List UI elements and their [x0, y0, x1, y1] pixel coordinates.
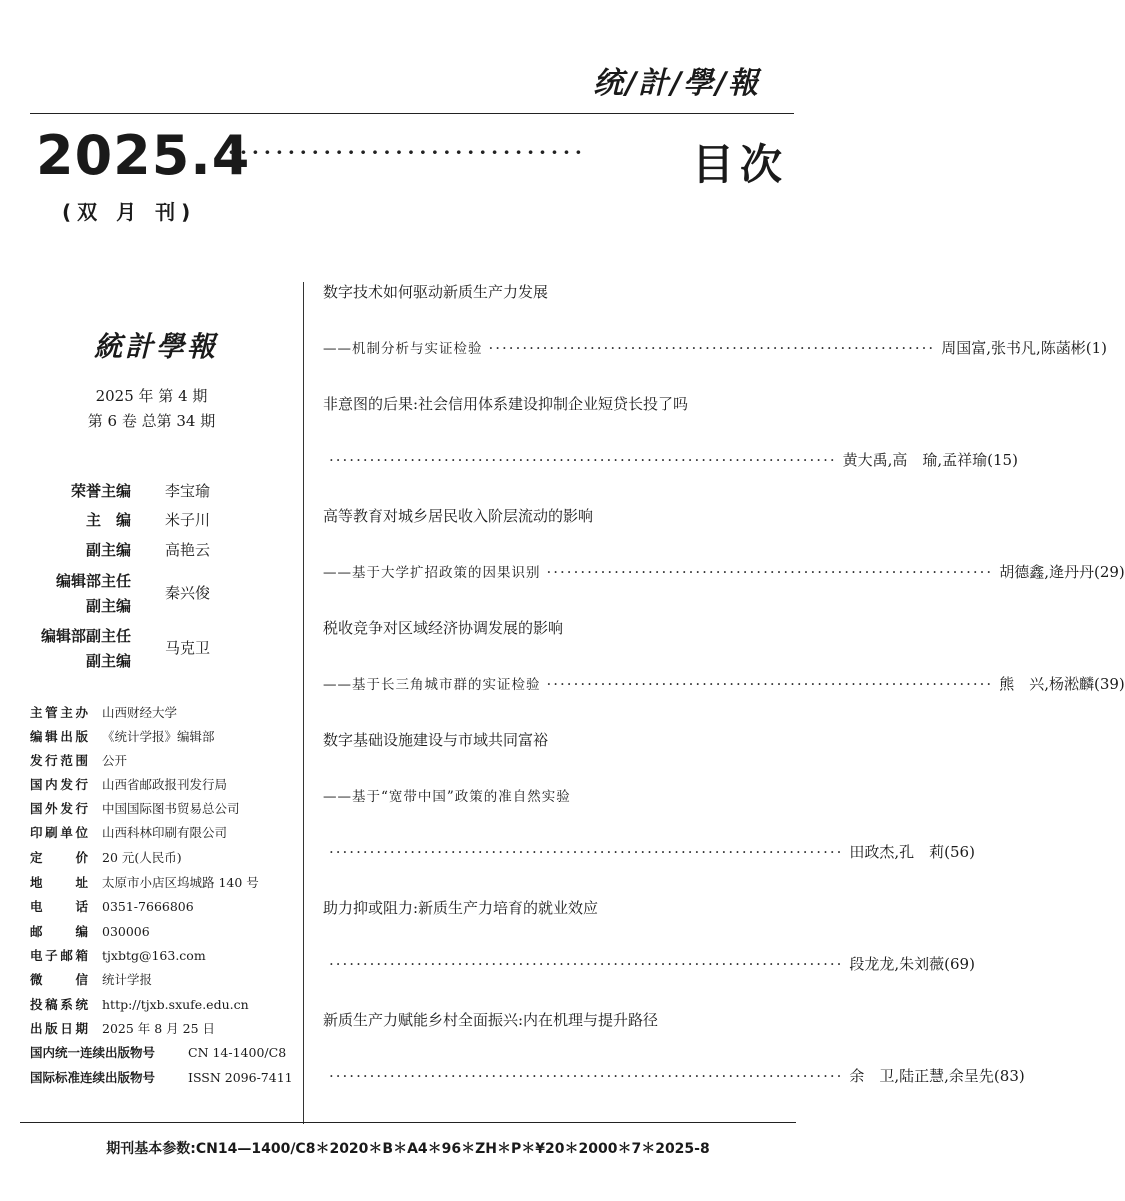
info-row [30, 995, 300, 1015]
toc-entry-title[interactable]: 新质生产力赋能乡村全面振兴:内在机理与提升路径 [323, 1011, 659, 1029]
info-row [30, 775, 300, 795]
info-value: 中国国际图书贸易总公司 [102, 801, 240, 816]
info-row [30, 703, 300, 723]
info-value: 公开 [102, 753, 128, 768]
volume-info: 第 6 卷 总第 34 期 [87, 412, 216, 430]
info-label: 电 话 [30, 899, 88, 914]
info-value: 030006 [102, 924, 150, 939]
publication-frequency: (双 月 刊) [62, 200, 197, 224]
info-label: 印刷单位 [30, 825, 88, 840]
info-row [30, 1068, 300, 1088]
toc-entry-subtitle: ——机制分析与实证检验 [323, 341, 483, 357]
info-label: 发行范围 [30, 753, 88, 768]
journal-title: 统/計/學/報 [593, 66, 760, 101]
info-row [30, 970, 300, 990]
journal-parameters: 期刊基本参数:CN14—1400/C8＊2020＊B＊A4＊96＊ZH＊P＊¥20＊2000＊7＊2025-8 [106, 1141, 710, 1157]
top-rule [30, 113, 794, 114]
info-row [30, 848, 300, 868]
staff-role: 主 编 [85, 511, 131, 529]
info-label: 编辑出版 [30, 729, 88, 744]
toc-entry-title[interactable]: 数字技术如何驱动新质生产力发展 [323, 283, 549, 301]
toc-entry-authors: 胡德鑫,逄丹丹 [999, 563, 1094, 581]
staff-role: 副主编 [85, 597, 131, 615]
toc-entry-page: (69) [944, 955, 975, 973]
toc-entry-line[interactable] [323, 785, 797, 809]
toc-entry-authors: 熊 兴,杨淞麟 [999, 675, 1094, 693]
toc-entry-line[interactable] [323, 561, 1125, 585]
column-divider [303, 282, 304, 1124]
toc-entry-line[interactable] [323, 1065, 1025, 1089]
toc-entry-authors: 田政杰,孔 莉 [849, 843, 945, 861]
toc-entry-title[interactable]: 数字基础设施建设与市域共同富裕 [323, 731, 549, 749]
info-label: 国外发行 [30, 801, 88, 816]
info-value: 山西财经大学 [102, 705, 178, 720]
toc-entry-line[interactable] [323, 953, 975, 977]
info-value: 太原市小店区坞城路 140 号 [102, 875, 259, 890]
info-value: tjxbtg@163.com [102, 948, 206, 963]
toc-entry-line[interactable] [323, 449, 1018, 473]
staff-role: 编辑部主任 [55, 572, 131, 590]
toc-entry-line[interactable] [323, 673, 1125, 697]
toc-dot-leader: ············································································ [329, 955, 844, 973]
info-row [30, 1043, 300, 1063]
contents-heading: 目次 [691, 140, 788, 189]
info-value: 统计学报 [102, 972, 153, 987]
info-label: 出版日期 [30, 1021, 88, 1036]
info-label: 国内发行 [30, 777, 88, 792]
toc-dot-leader: ·································································· [488, 339, 936, 357]
masthead-logo: 統計學報 [94, 330, 219, 363]
info-row [30, 727, 300, 747]
toc-dot-leader: ··········································································· [329, 451, 837, 469]
info-label: 国际标准连续出版物号 [30, 1070, 156, 1085]
info-value: 0351-7666806 [102, 899, 194, 914]
toc-entry-authors: 周国富,张书凡,陈菡彬 [941, 339, 1086, 357]
info-value: 《统计学报》编辑部 [102, 729, 215, 744]
toc-entry-page: (15) [987, 451, 1018, 469]
staff-name: 高艳云 [165, 541, 211, 559]
toc-entry-title[interactable]: 税收竞争对区域经济协调发展的影响 [323, 619, 564, 637]
info-row [30, 799, 300, 819]
staff-role: 编辑部副主任 [40, 627, 131, 645]
staff-role: 副主编 [85, 652, 131, 670]
staff-name: 马克卫 [165, 639, 211, 657]
info-value: http://tjxb.sxufe.edu.cn [102, 997, 249, 1012]
info-row [30, 823, 300, 843]
info-value: 山西科林印刷有限公司 [102, 825, 228, 840]
toc-entry-line[interactable] [323, 337, 1107, 361]
info-label: 地 址 [30, 875, 88, 890]
toc-dot-leader: ·································································· [546, 563, 994, 581]
info-row [30, 873, 300, 893]
toc-entry-title[interactable]: 助力抑或阻力:新质生产力培育的就业效应 [323, 899, 599, 917]
toc-entry-subtitle: ——基于长三角城市群的实证检验 [323, 677, 541, 693]
toc-entry-page: (1) [1085, 339, 1107, 357]
toc-entry-page: (83) [993, 1067, 1025, 1085]
info-label: 投稿系统 [30, 997, 88, 1012]
info-label: 邮 编 [30, 924, 88, 939]
issue-number: 2025.4 [36, 124, 251, 187]
staff-name: 秦兴俊 [165, 584, 211, 602]
info-row [30, 1019, 300, 1039]
info-value: 2025 年 8 月 25 日 [102, 1021, 216, 1036]
info-row [30, 897, 300, 917]
info-row [30, 946, 300, 966]
staff-row [0, 508, 303, 532]
toc-entry-line[interactable] [323, 841, 975, 865]
staff-name: 李宝瑜 [165, 482, 211, 500]
toc-entry-page: (29) [1093, 563, 1125, 581]
toc-entry-subtitle: ——基于大学扩招政策的因果识别 [323, 565, 541, 581]
info-label: 电子邮箱 [30, 948, 88, 963]
info-value: CN 14-1400/C8 [188, 1045, 287, 1060]
staff-row [0, 636, 303, 660]
bottom-rule [20, 1122, 796, 1123]
staff-role: 副主编 [85, 541, 131, 559]
staff-row [0, 538, 303, 562]
info-label: 定 价 [30, 850, 88, 865]
toc-dot-leader: ············································································ [329, 1067, 844, 1085]
staff-role: 荣誉主编 [70, 482, 131, 500]
staff-row [0, 581, 303, 605]
toc-entry-subtitle: ——基于“宽带中国”政策的准自然实验 [323, 789, 571, 805]
info-value: ISSN 2096-7411 [188, 1070, 293, 1085]
info-value: 山西省邮政报刊发行局 [102, 777, 228, 792]
toc-entry-authors: 段龙龙,朱刘薇 [849, 955, 945, 973]
staff-row [0, 479, 303, 503]
info-row [30, 751, 300, 771]
info-row [30, 922, 300, 942]
toc-entry-authors: 余 卫,陆正慧,余呈先 [849, 1067, 994, 1085]
toc-entry-title[interactable]: 高等教育对城乡居民收入阶层流动的影响 [323, 507, 594, 525]
year-issue: 2025 年 第 4 期 [95, 387, 208, 405]
toc-entry-page: (39) [1093, 675, 1125, 693]
info-value: 20 元(人民币) [102, 850, 182, 865]
toc-entry-page: (56) [944, 843, 975, 861]
staff-name: 米子川 [165, 511, 211, 529]
info-label: 微 信 [30, 972, 88, 987]
toc-dot-leader: ·································································· [546, 675, 994, 693]
toc-entry-authors: 黄大禹,高 瑜,孟祥瑜 [842, 451, 988, 469]
info-label: 主管主办 [30, 705, 88, 720]
header-dot-leader: ······························ [228, 140, 587, 164]
toc-entry-title[interactable]: 非意图的后果:社会信用体系建设抑制企业短贷长投了吗 [323, 395, 689, 413]
toc-dot-leader: ············································································ [329, 843, 844, 861]
info-label: 国内统一连续出版物号 [30, 1045, 156, 1060]
